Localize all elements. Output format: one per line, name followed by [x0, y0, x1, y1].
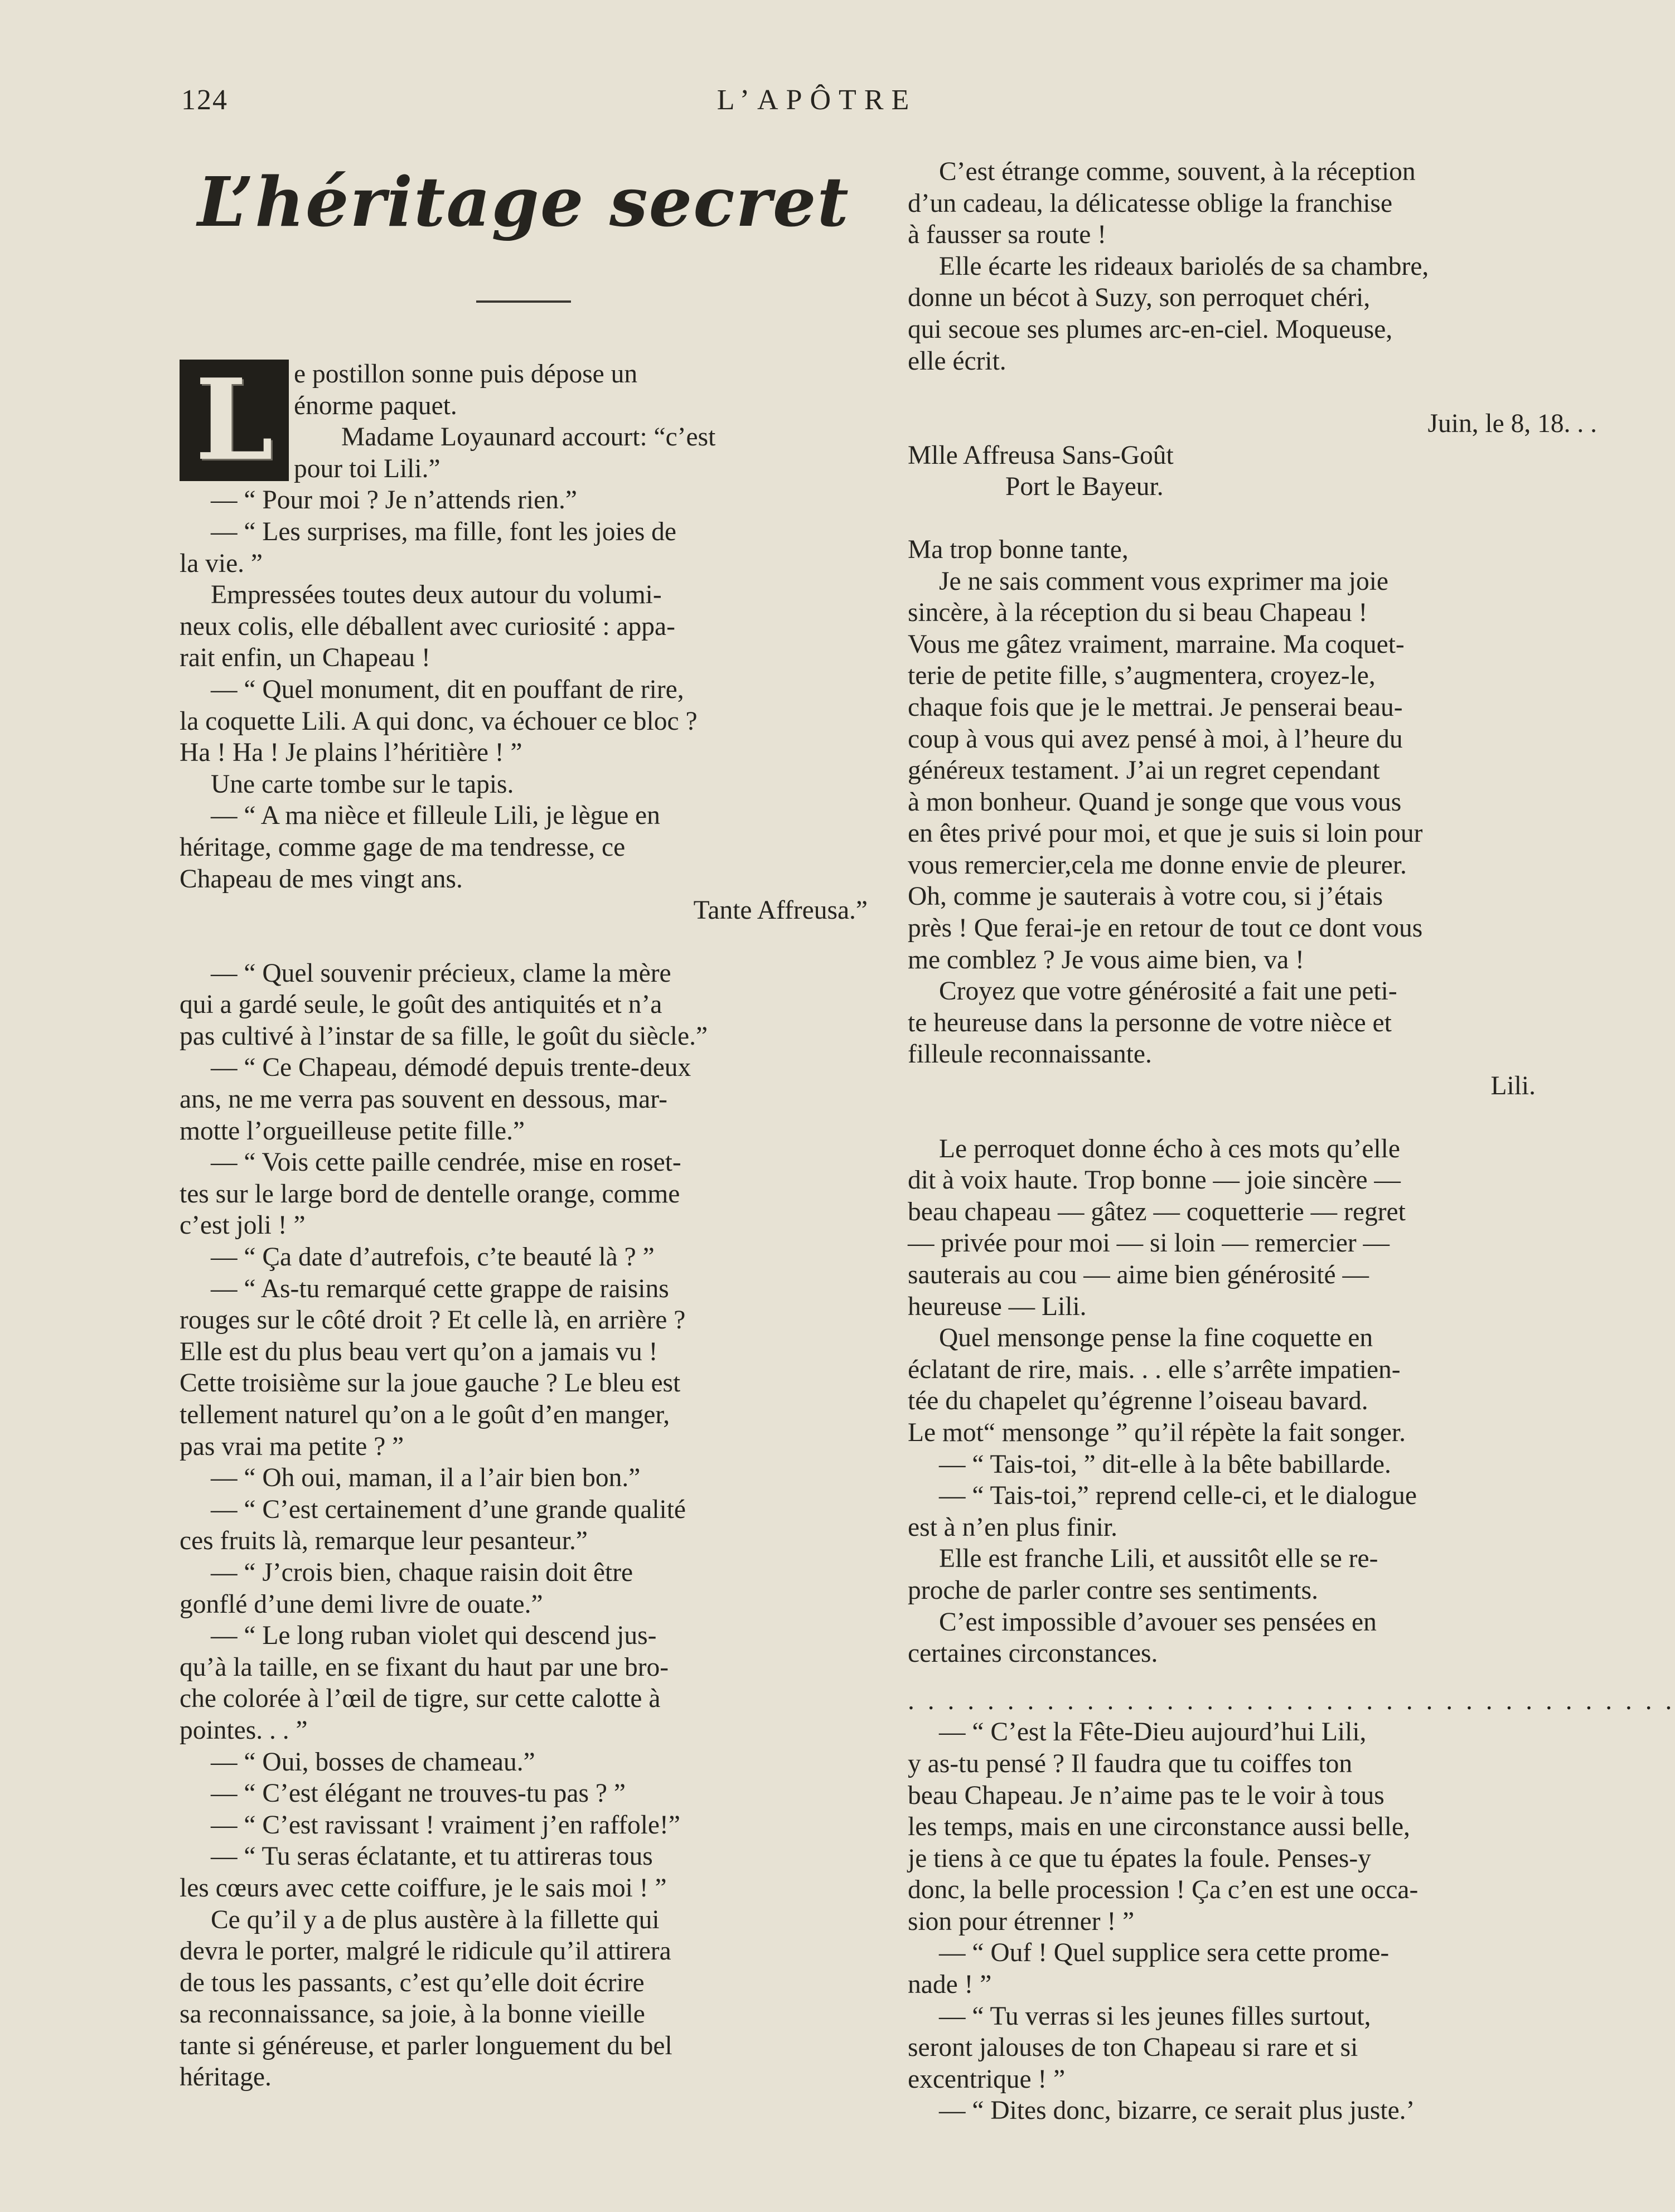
text-line: Oh, comme je sauterais à votre cou, si j’étais [908, 882, 1383, 911]
text-line: qui a gardé seule, le goût des antiquités et n’a [180, 990, 662, 1020]
text-line: C’est impossible d’avouer ses pensées en [939, 1607, 1377, 1637]
text-line: est à n’en plus finir. [908, 1512, 1117, 1542]
text-line: — “ Quel monument, dit en pouffant de rire, [211, 675, 684, 704]
page-number: 124 [181, 84, 228, 116]
text-line: — “ Oh oui, maman, il a l’air bien bon.” [211, 1463, 641, 1493]
text-line: héritage, comme gage de ma tendresse, ce [180, 832, 626, 862]
text-line: héritage. [180, 2063, 272, 2092]
text-line: sa reconnaissance, sa joie, à la bonne vieille [180, 2000, 645, 2029]
text-line: Elle est franche Lili, et aussitôt elle se re- [939, 1544, 1378, 1574]
text-line: C’est étrange comme, souvent, à la réception [939, 157, 1416, 186]
dropcap-letter: L [195, 355, 274, 486]
text-line: Une carte tombe sur le tapis. [211, 769, 514, 799]
text-line: coup à vous qui avez pensé à moi, à l’heure du [908, 724, 1403, 754]
text-line: — “ Tais-toi,” reprend celle-ci, et le dialogue [939, 1481, 1417, 1511]
page-header [0, 84, 1634, 128]
text-line: — “ C’est la Fête-Dieu aujourd’hui Lili, [939, 1718, 1367, 1747]
text-line: pas vrai ma petite ? ” [180, 1432, 404, 1461]
text-line: — “ Pour moi ? Je n’attends rien.” [211, 486, 577, 515]
text-line: filleule reconnaissante. [908, 1040, 1152, 1069]
text-line: — “ C’est ravissant ! vraiment j’en raffole!” [211, 1810, 680, 1840]
text-line: — “ Tais-toi, ” dit-elle à la bête babillarde. [939, 1449, 1391, 1479]
paragraph-gap [908, 1102, 1597, 1133]
text-line: donc, la belle procession ! Ça c’en est une occa- [908, 1875, 1419, 1905]
text-line: à fausser sa route ! [908, 220, 1107, 250]
text-line: elle écrit. [908, 346, 1006, 376]
text-line: près ! Que ferai-je en retour de tout ce dont vous [908, 914, 1423, 943]
text-line: — “ Dites donc, bizarre, ce serait plus juste.’ [939, 2096, 1415, 2126]
text-line: c’est joli ! ” [180, 1211, 306, 1240]
text-line: — “ Tu seras éclatante, et tu attireras tous [211, 1842, 653, 1871]
text-line: Empressées toutes deux autour du volumi- [211, 580, 662, 610]
text-line: — “ Ça date d’autrefois, c’te beauté là ? ” [211, 1243, 655, 1272]
text-line: à mon bonheur. Quand je songe que vous vous [908, 787, 1402, 817]
text-line: — “ J’crois bien, chaque raisin doit être [211, 1558, 633, 1587]
text-line: d’un cadeau, la délicatesse oblige la franchise [908, 188, 1393, 218]
text-line: pour toi Lili.” [294, 454, 440, 483]
text-line: pas cultivé à l’instar de sa fille, le goût du siècle.” [180, 1021, 708, 1051]
text-line: — “ C’est certainement d’une grande qualité [211, 1495, 686, 1524]
text-line: heureuse — Lili. [908, 1292, 1087, 1321]
text-line: — “ Oui, bosses de chameau.” [211, 1747, 535, 1777]
text-line: terie de petite fille, s’augmentera, croyez-le, [908, 661, 1376, 691]
text-line: de tous les passants, c’est qu’elle doit écrire [180, 1968, 645, 1997]
text-line: Croyez que votre générosité a fait une peti- [939, 977, 1397, 1006]
text-line: la coquette Lili. A qui donc, va échouer ce bloc ? [180, 706, 698, 736]
text-line: Port le Bayeur. [1005, 472, 1164, 502]
text-line: — privée pour moi — si loin — remercier — [908, 1229, 1390, 1258]
text-line: tante si généreuse, et parler longuement du bel [180, 2031, 672, 2060]
text-line: tes sur le large bord de dentelle orange, comme [180, 1179, 680, 1209]
text-line: dit à voix haute. Trop bonne — joie sincère — [908, 1166, 1401, 1195]
text-line: éclatant de rire, mais. . . elle s’arrête impatien- [908, 1355, 1401, 1384]
text-line: motte l’orgueilleuse petite fille.” [180, 1116, 525, 1146]
right-column-text [908, 156, 1675, 2127]
paragraph-gap [908, 1670, 1597, 1685]
paragraph-gap [180, 926, 868, 958]
left-column [180, 151, 868, 2157]
right-column [908, 156, 1675, 2163]
text-line: excentrique ! ” [908, 2064, 1066, 2094]
text-line: che colorée à l’œil de tigre, sur cette calotte à [180, 1684, 661, 1714]
dropcap-block [180, 355, 868, 2093]
text-line: sincère, à la réception du si beau Chapeau ! [908, 598, 1368, 628]
text-line: chaque fois que je le mettrai. Je penserai beau- [908, 692, 1403, 722]
ornamental-dropcap [180, 355, 289, 486]
text-line: Quel mensonge pense la fine coquette en [939, 1323, 1373, 1353]
text-line: Tante Affreusa.” [693, 896, 868, 925]
text-line: qui secoue ses plumes arc-en-ciel. Moqueuse, [908, 314, 1393, 344]
text-line: — “ Vois cette paille cendrée, mise en roset- [211, 1148, 681, 1177]
text-line: Lili. [1490, 1071, 1536, 1101]
title-divider [476, 300, 571, 303]
text-line: beau chapeau — gâtez — coquetterie — regret [908, 1197, 1406, 1226]
running-title: L’APÔTRE [717, 84, 917, 116]
text-line: Le mot“ mensonge ” qu’il répète la fait songer. [908, 1418, 1406, 1447]
text-line: qu’à la taille, en se fixant du haut par une bro- [180, 1652, 669, 1682]
text-line: Juin, le 8, 18. . . [1427, 409, 1597, 439]
paragraph-gap [908, 377, 1597, 408]
text-line: pointes. . . ” [180, 1715, 308, 1745]
text-line: rait enfin, un Chapeau ! [180, 643, 430, 673]
text-line: Cette troisième sur la joue gauche ? Le bleu est [180, 1369, 681, 1398]
text-line: — “ Le long ruban violet qui descend jus- [211, 1621, 657, 1651]
text-line: Je ne sais comment vous exprimer ma joie [939, 566, 1388, 596]
text-line: seront jalouses de ton Chapeau si rare et si [908, 2033, 1358, 2063]
text-line: Vous me gâtez vraiment, marraine. Ma coquet- [908, 629, 1405, 659]
text-line: Elle est du plus beau vert qu’on a jamais vu ! [180, 1337, 658, 1366]
text-line: Chapeau de mes vingt ans. [180, 864, 463, 894]
text-line: Ha ! Ha ! Je plains l’héritière ! ” [180, 738, 522, 768]
article-title: L’héritage secret [197, 162, 850, 242]
text-line: beau Chapeau. Je n’aime pas te le voir à tous [908, 1781, 1384, 1810]
text-line: y as-tu pensé ? Il faudra que tu coiffes ton [908, 1749, 1353, 1778]
text-line: — “ Quel souvenir précieux, clame la mère [211, 958, 671, 988]
text-line: — “ Ce Chapeau, démodé depuis trente-deux [211, 1053, 691, 1083]
text-line: Mlle Affreusa Sans-Goût [908, 440, 1174, 470]
text-line: neux colis, elle déballent avec curiosité : appa- [180, 612, 675, 641]
text-line: les cœurs avec cette coiffure, je le sais moi ! ” [180, 1873, 667, 1903]
text-line: — “ As-tu remarqué cette grappe de raisins [211, 1274, 669, 1303]
text-line: e postillon sonne puis dépose un [294, 360, 638, 389]
text-line: Ma trop bonne tante, [908, 535, 1129, 564]
text-line: énorme paquet. [294, 391, 457, 420]
text-line: gonflé d’une demi livre de ouate.” [180, 1589, 543, 1619]
text-line: sauterais au cou — aime bien générosité — [908, 1260, 1369, 1289]
text-line: Ce qu’il y a de plus austère à la fillette qui [211, 1905, 660, 1934]
left-column-text [180, 355, 868, 2093]
text-line: — “ Ouf ! Quel supplice sera cette prome- [939, 1938, 1390, 1968]
text-line: proche de parler contre ses sentiments. [908, 1575, 1318, 1605]
text-line: Elle écarte les rideaux bariolés de sa chambre, [939, 251, 1429, 281]
text-line: donne un bécot à Suzy, son perroquet chéri, [908, 283, 1371, 313]
text-line: nade ! ” [908, 1970, 992, 2000]
text-line: ans, ne me verra pas souvent en dessous, mar- [180, 1085, 667, 1114]
text-line: ces fruits là, remarque leur pesanteur.” [180, 1526, 588, 1556]
text-line: la vie. ” [180, 549, 263, 578]
text-line: — “ Les surprises, ma fille, font les joies de [211, 517, 677, 546]
text-line: vous remercier,cela me donne envie de pleurer. [908, 850, 1407, 880]
text-line: Le perroquet donne écho à ces mots qu’elle [939, 1134, 1400, 1163]
text-line: — “ C’est élégant ne trouves-tu pas ? ” [211, 1779, 626, 1808]
text-line: — “ Tu verras si les jeunes filles surtout, [939, 2001, 1371, 2031]
text-line: certaines circonstances. [908, 1639, 1158, 1668]
text-line: devra le porter, malgré le ridicule qu’il attirera [180, 1937, 671, 1966]
text-line: généreux testament. J’ai un regret cependant [908, 756, 1380, 785]
text-line: rouges sur le côté droit ? Et celle là, en arrière ? [180, 1306, 686, 1335]
text-line: en êtes privé pour moi, et que je suis si loin pour [908, 819, 1423, 848]
text-line: te heureuse dans la personne de votre nièce et [908, 1008, 1392, 1037]
text-line: tée du chapelet qu’égrenne l’oiseau bavard. [908, 1386, 1368, 1416]
text-line: tellement naturel qu’on a le goût d’en manger, [180, 1400, 670, 1429]
text-line: sion pour étrenner ! ” [908, 1907, 1135, 1936]
text-line: Madame Loyaunard accourt: “c’est [341, 423, 716, 452]
text-line: me comblez ? Je vous aime bien, va ! [908, 945, 1304, 974]
paragraph-gap [908, 503, 1597, 534]
text-line: — “ A ma nièce et filleule Lili, je lègue en [211, 801, 660, 831]
text-line: les temps, mais en une circonstance aussi belle, [908, 1812, 1410, 1842]
text-line: je tiens à ce que tu épates la foule. Penses-y [908, 1844, 1371, 1873]
section-separator: . . . . . . . . . . . . . . . . . . . . . . . . . . . . . . . . . . . . . . . [908, 1686, 1675, 1715]
